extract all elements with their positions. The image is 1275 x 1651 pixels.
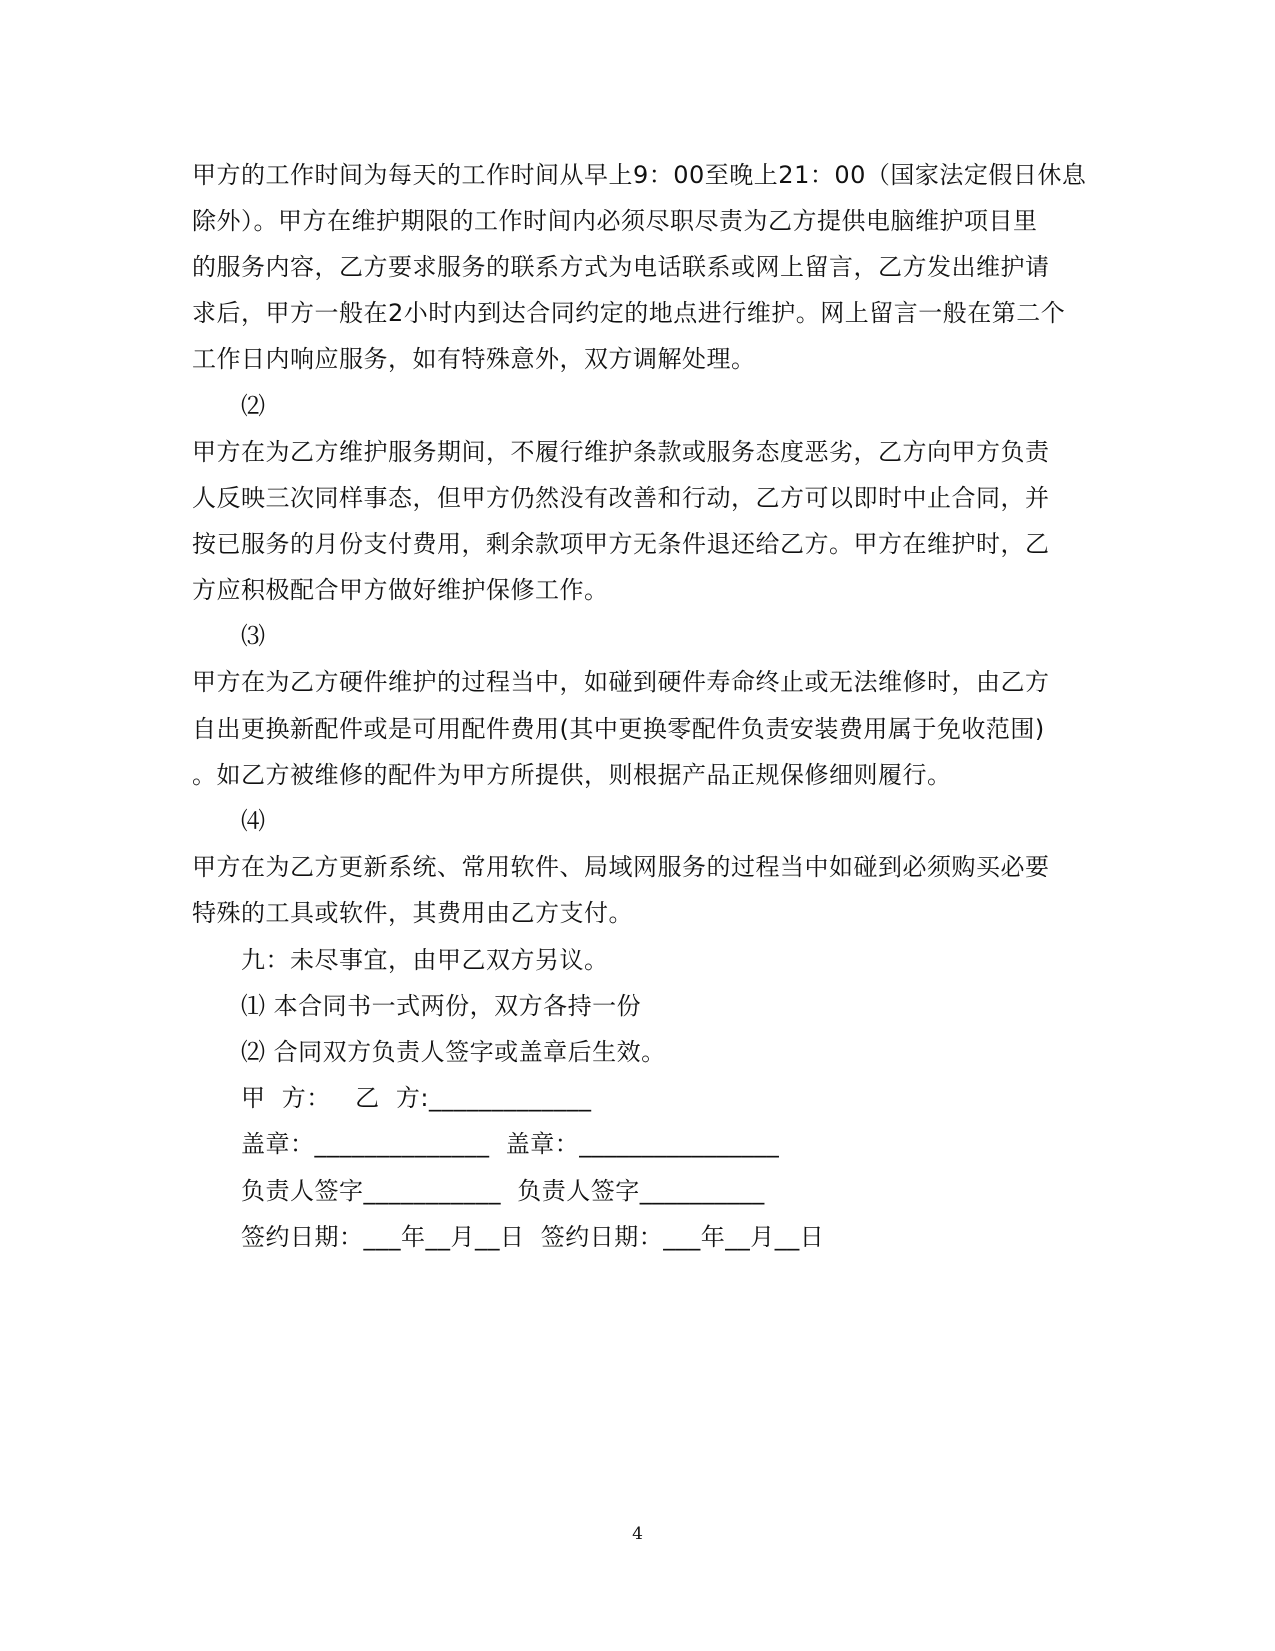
signature-party-line: 甲 方： 乙 方:_____________ [241,1084,592,1112]
item4-marker: ⑷ [241,807,266,835]
item3-marker: ⑶ [241,622,266,650]
clause-2: ⑵ 合同双方负责人签字或盖章后生效。 [241,1038,666,1066]
para1-line-1: 甲方的工作时间为每天的工作时间从早上9：00至晚上21：00（国家法定假日休息 [192,161,1087,189]
para1-line-5: 工作日内响应服务，如有特殊意外，双方调解处理。 [192,345,756,373]
item2-marker: ⑵ [241,392,266,420]
item2-line-1: 甲方在为乙方维护服务期间，不履行维护条款或服务态度恶劣，乙方向甲方负责 [192,438,1050,466]
signature-date-line: 签约日期：___年__月__日 签约日期：___年__月__日 [241,1223,825,1251]
item4-line-1: 甲方在为乙方更新系统、常用软件、局域网服务的过程当中如碰到必须购买必要 [192,853,1050,881]
signature-sign-line: 负责人签字___________ 负责人签字__________ [241,1177,765,1205]
section-9-heading: 九：未尽事宜，由甲乙双方另议。 [241,946,609,974]
para1-line-4: 求后，甲方一般在2小时内到达合同约定的地点进行维护。网上留言一般在第二个 [192,299,1066,327]
item2-line-2: 人反映三次同样事态，但甲方仍然没有改善和行动，乙方可以即时中止合同，并 [192,484,1050,512]
item3-line-1: 甲方在为乙方硬件维护的过程当中，如碰到硬件寿命终止或无法维修时，由乙方 [192,668,1050,696]
para1-line-2: 除外）。甲方在维护期限的工作时间内必须尽职尽责为乙方提供电脑维护项目里 [192,207,1038,235]
clause-1: ⑴ 本合同书一式两份，双方各持一份 [241,992,642,1020]
item3-line-2: 自出更换新配件或是可用配件费用(其中更换零配件负责安装费用属于免收范围) [192,715,1045,743]
page-number: 4 [632,1524,643,1544]
item2-line-4: 方应积极配合甲方做好维护保修工作。 [192,576,609,604]
para1-line-3: 的服务内容，乙方要求服务的联系方式为电话联系或网上留言，乙方发出维护请 [192,253,1050,281]
item2-line-3: 按已服务的月份支付费用，剩余款项甲方无条件退还给乙方。甲方在维护时，乙 [192,530,1050,558]
item4-line-2: 特殊的工具或软件，其费用由乙方支付。 [192,899,633,927]
item3-line-3: 。如乙方被维修的配件为甲方所提供，则根据产品正规保修细则履行。 [192,761,952,789]
signature-seal-line: 盖章：______________ 盖章：________________ [241,1130,780,1158]
